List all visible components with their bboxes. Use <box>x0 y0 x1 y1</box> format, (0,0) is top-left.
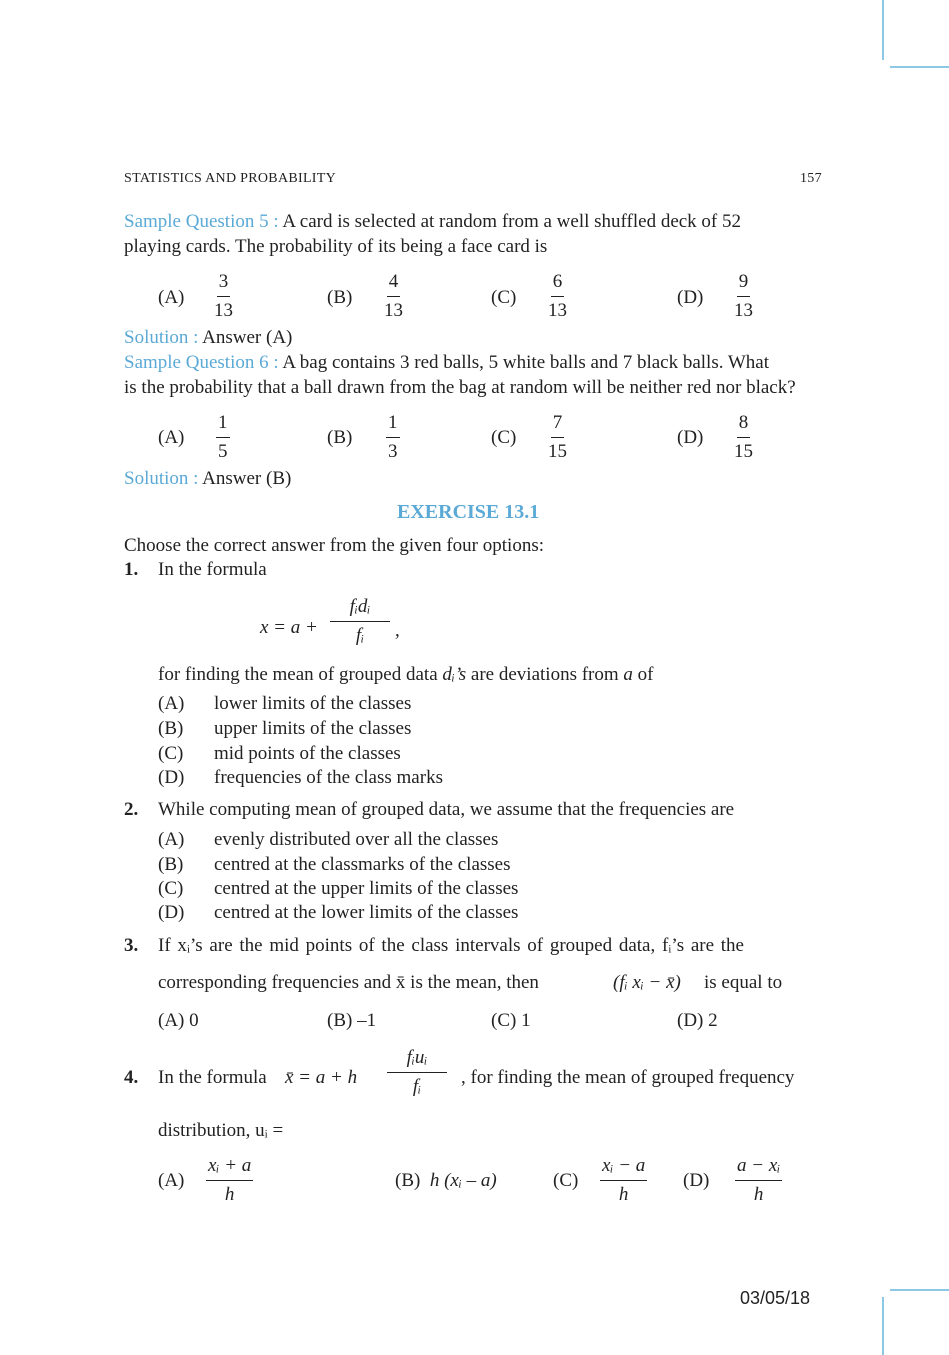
option-label: (A) <box>158 693 185 714</box>
question-text: distribution, uᵢ = <box>158 1120 284 1141</box>
formula-fraction: fᵢdᵢ fᵢ <box>330 595 390 648</box>
question-text: corresponding frequencies and x̄ is the mean, then <box>158 972 539 993</box>
question-number: 1. <box>124 559 139 580</box>
question-text: for finding the mean of grouped data dᵢ’s are deviations from a of <box>158 664 654 685</box>
option-label: (B) <box>327 427 353 448</box>
option-text: evenly distributed over all the classes <box>214 829 499 850</box>
option-label: (C) <box>158 743 184 764</box>
question-text: is equal to <box>704 972 783 993</box>
formula-comma: , <box>395 620 400 641</box>
sample-question-5 <box>124 211 741 233</box>
running-title: STATISTICS AND PROBABILITY <box>124 171 337 186</box>
question-text: , for finding the mean of grouped frequency <box>461 1067 795 1088</box>
option-label: (A) <box>158 427 185 448</box>
crop-mark <box>890 66 949 68</box>
option-label: (A) <box>158 1170 185 1191</box>
question-number: 4. <box>124 1067 139 1088</box>
option-fraction: $\frac{4}{13}$ <box>384 271 403 321</box>
question-text: In the formula <box>158 1067 267 1088</box>
crop-mark <box>882 0 884 60</box>
question-number: 3. <box>124 935 139 956</box>
option: (D) 2 <box>677 1010 718 1031</box>
option: (B) h (xᵢ – a) <box>395 1170 497 1191</box>
question-label: Sample Question 6 : <box>124 352 279 373</box>
option-label: (C) <box>491 287 517 308</box>
option-fraction: $\frac{7}{15}$ <box>548 412 567 462</box>
option-fraction: $\frac{6}{13}$ <box>548 271 567 321</box>
instruction: Choose the correct answer from the given four options: <box>124 535 544 556</box>
option-text: centred at the upper limits of the classes <box>214 878 519 899</box>
option-text: mid points of the classes <box>214 743 401 764</box>
option-text: frequencies of the class marks <box>214 767 443 788</box>
option-fraction: $\frac{8}{15}$ <box>734 412 753 462</box>
option-label: (D) <box>677 427 704 448</box>
exercise-title: EXERCISE 13.1 <box>397 501 540 523</box>
option-fraction: $\frac{9}{13}$ <box>734 271 753 321</box>
option-label: (C) <box>491 427 517 448</box>
option: (B) –1 <box>327 1010 377 1031</box>
option-label: (D) <box>158 902 185 923</box>
solution: Solution : Answer (B) <box>124 468 292 489</box>
question-text: A card is selected at random from a well shuffled deck of 52 <box>282 211 742 232</box>
question-text: While computing mean of grouped data, we assume that the frequencies are <box>158 799 735 820</box>
option-label: (D) <box>158 767 185 788</box>
option-label: (B) <box>158 854 184 875</box>
option-label: (A) <box>158 287 185 308</box>
question-text: playing cards. The probability of its being a face card is <box>124 236 548 257</box>
page-number: 157 <box>800 171 822 186</box>
question-text: A bag contains 3 red balls, 5 white balls and 7 black balls. What <box>282 352 770 373</box>
option-text: centred at the lower limits of the classes <box>214 902 519 923</box>
option-label: (D) <box>683 1170 710 1191</box>
option-fraction: $\frac{1}{3}$ <box>388 412 398 462</box>
formula: x̄ = a + h <box>285 1067 358 1088</box>
formula-lhs: x = a + <box>260 617 318 638</box>
option-fraction: $\frac{3}{13}$ <box>214 271 233 321</box>
option-label: (C) <box>553 1170 579 1191</box>
question-text: If xᵢ’s are the mid points of the class intervals of grouped data, fᵢ’s are the <box>158 935 744 956</box>
expression: (fᵢ xᵢ − x̄) <box>613 972 681 993</box>
crop-mark <box>890 1289 949 1291</box>
option-label: (A) <box>158 829 185 850</box>
option-text: lower limits of the classes <box>214 693 412 714</box>
option-text: upper limits of the classes <box>214 718 412 739</box>
option-fraction: $\frac{\text{a − xᵢ}}{h}$ <box>737 1155 781 1205</box>
option: (A) 0 <box>158 1010 199 1031</box>
print-date: 03/05/18 <box>740 1288 811 1308</box>
question-number: 2. <box>124 799 139 820</box>
option-fraction: $\frac{\text{xᵢ − a}}{h}$ <box>602 1155 646 1205</box>
option-label: (B) <box>158 718 184 739</box>
option-label: (D) <box>677 287 704 308</box>
solution: Solution : Answer (A) <box>124 327 293 348</box>
option-label: (C) <box>158 878 184 899</box>
option: (C) 1 <box>491 1010 531 1031</box>
option-fraction: $\frac{1}{5}$ <box>218 412 228 462</box>
formula-fraction: fᵢuᵢ fᵢ <box>387 1046 447 1099</box>
sample-question-6 <box>124 352 769 374</box>
question-label: Sample Question 5 : <box>124 211 279 232</box>
crop-mark <box>882 1297 884 1355</box>
option-fraction: $\frac{\text{xᵢ + a}}{h}$ <box>208 1155 252 1205</box>
option-text: centred at the classmarks of the classes <box>214 854 511 875</box>
question-text: In the formula <box>158 559 267 580</box>
question-text: is the probability that a ball drawn from the bag at random will be neither red nor black? <box>124 377 796 398</box>
option-label: (B) <box>327 287 353 308</box>
